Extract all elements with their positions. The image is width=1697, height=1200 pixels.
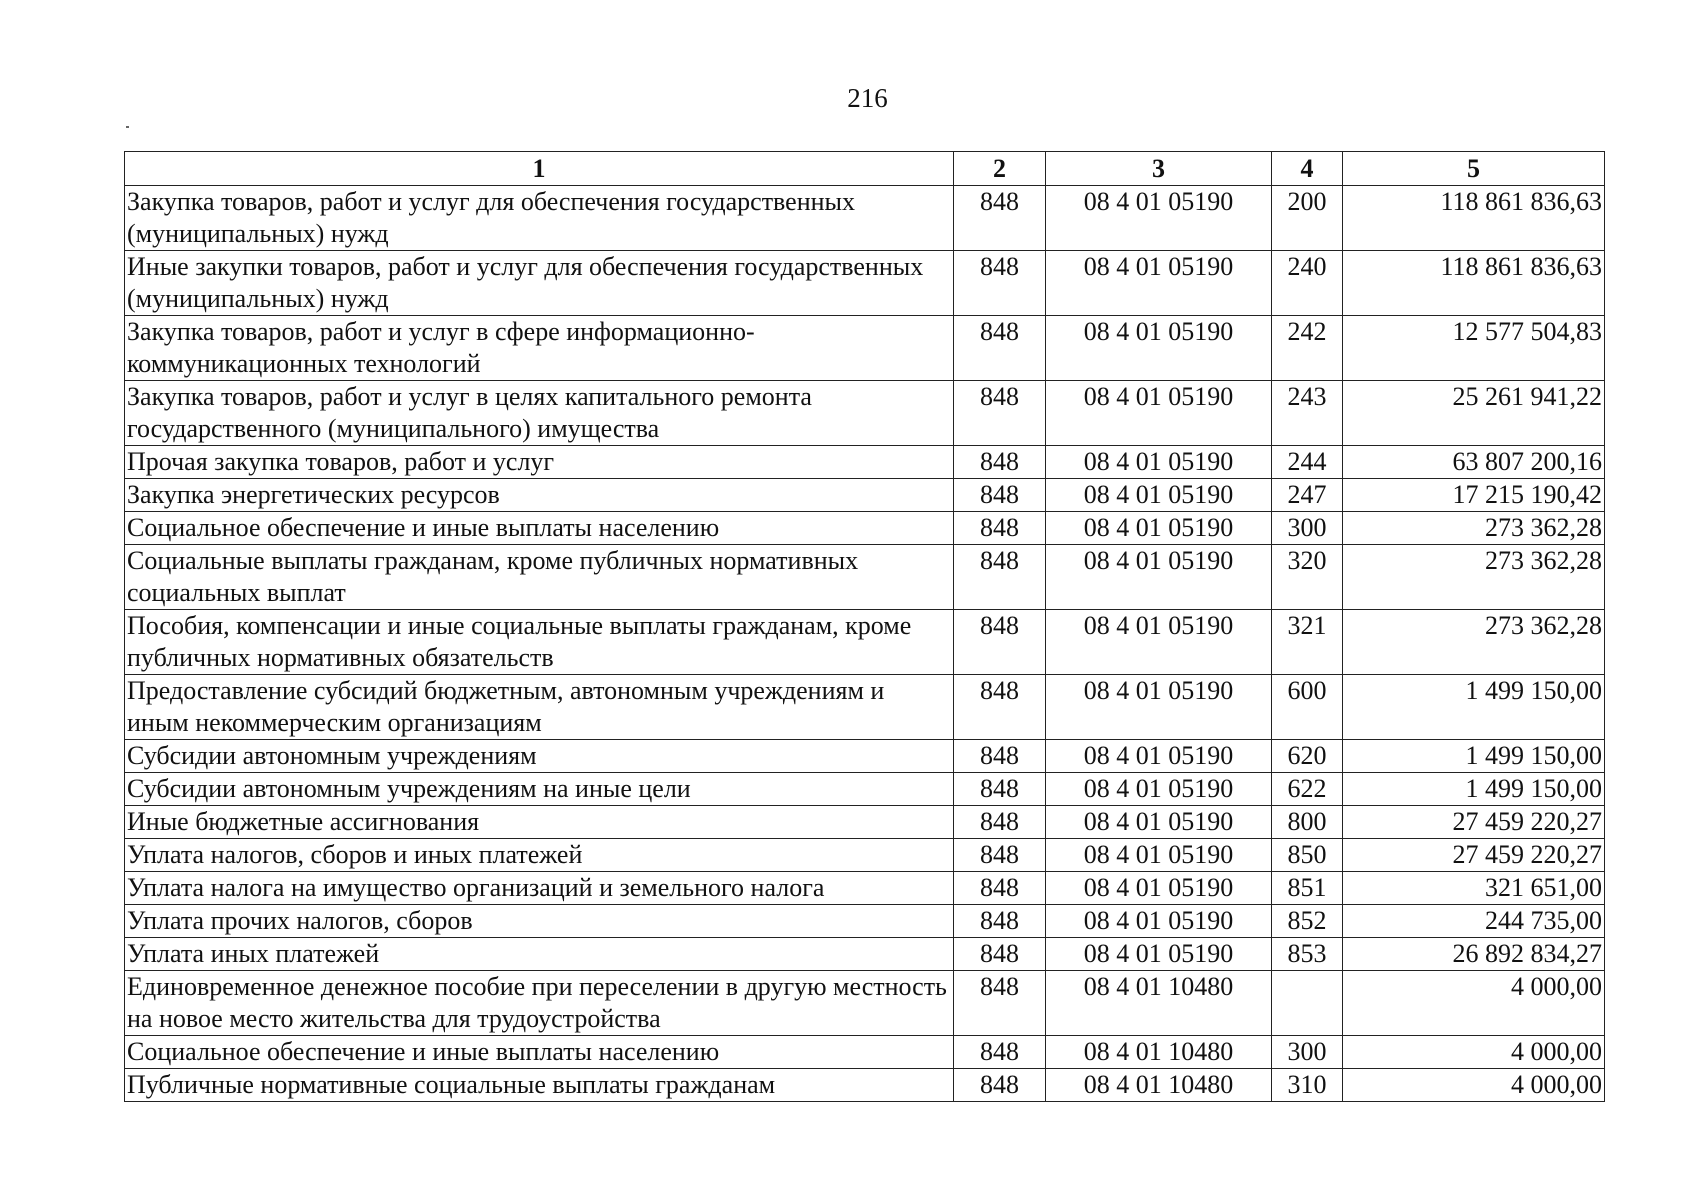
target-article-cell: 08 4 01 05190: [1046, 251, 1272, 316]
amount-cell: 1 499 150,00: [1343, 773, 1605, 806]
target-article-cell: 08 4 01 05190: [1046, 446, 1272, 479]
scan-speck: [126, 126, 129, 128]
target-article-cell: 08 4 01 10480: [1046, 971, 1272, 1036]
row-name-cell: Публичные нормативные социальные выплаты гражданам: [125, 1069, 954, 1102]
row-name-cell: Социальное обеспечение и иные выплаты населению: [125, 1036, 954, 1069]
expense-type-cell: 320: [1272, 545, 1343, 610]
row-name-cell: Закупка товаров, работ и услуг в сфере информационно-коммуникационных технологий: [125, 316, 954, 381]
row-name-cell: Субсидии автономным учреждениям на иные цели: [125, 773, 954, 806]
ministry-code-cell: 848: [954, 872, 1046, 905]
column-header-2: 2: [954, 152, 1046, 186]
amount-cell: 244 735,00: [1343, 905, 1605, 938]
row-name-cell: Социальные выплаты гражданам, кроме публичных нормативных социальных выплат: [125, 545, 954, 610]
expense-type-cell: 247: [1272, 479, 1343, 512]
amount-cell: 4 000,00: [1343, 971, 1605, 1036]
expense-type-cell: 300: [1272, 1036, 1343, 1069]
ministry-code-cell: 848: [954, 905, 1046, 938]
target-article-cell: 08 4 01 10480: [1046, 1036, 1272, 1069]
row-name-cell: Закупка товаров, работ и услуг в целях капитального ремонта государственного (муниципального) имущества: [125, 381, 954, 446]
table-row: [125, 545, 1605, 610]
table-row: [125, 316, 1605, 381]
amount-cell: 1 499 150,00: [1343, 675, 1605, 740]
amount-cell: 27 459 220,27: [1343, 806, 1605, 839]
expense-type-cell: 850: [1272, 839, 1343, 872]
amount-cell: 321 651,00: [1343, 872, 1605, 905]
ministry-code-cell: 848: [954, 610, 1046, 675]
target-article-cell: 08 4 01 05190: [1046, 186, 1272, 251]
expense-type-cell: 300: [1272, 512, 1343, 545]
target-article-cell: 08 4 01 05190: [1046, 806, 1272, 839]
target-article-cell: 08 4 01 05190: [1046, 740, 1272, 773]
ministry-code-cell: 848: [954, 316, 1046, 381]
amount-cell: 273 362,28: [1343, 610, 1605, 675]
amount-cell: 4 000,00: [1343, 1069, 1605, 1102]
row-name-cell: Уплата иных платежей: [125, 938, 954, 971]
table-header-row: [125, 152, 1605, 186]
expense-type-cell: 800: [1272, 806, 1343, 839]
ministry-code-cell: 848: [954, 938, 1046, 971]
table-row: [125, 872, 1605, 905]
row-name-cell: Уплата прочих налогов, сборов: [125, 905, 954, 938]
row-name-cell: Прочая закупка товаров, работ и услуг: [125, 446, 954, 479]
amount-cell: 118 861 836,63: [1343, 251, 1605, 316]
target-article-cell: 08 4 01 05190: [1046, 905, 1272, 938]
expense-type-cell: 244: [1272, 446, 1343, 479]
expense-type-cell: 310: [1272, 1069, 1343, 1102]
target-article-cell: 08 4 01 05190: [1046, 610, 1272, 675]
table-row: [125, 1036, 1605, 1069]
row-name-cell: Иные бюджетные ассигнования: [125, 806, 954, 839]
row-name-cell: Социальное обеспечение и иные выплаты населению: [125, 512, 954, 545]
amount-cell: 1 499 150,00: [1343, 740, 1605, 773]
table-row: [125, 971, 1605, 1036]
amount-cell: 26 892 834,27: [1343, 938, 1605, 971]
table-row: [125, 905, 1605, 938]
amount-cell: 12 577 504,83: [1343, 316, 1605, 381]
row-name-cell: Пособия, компенсации и иные социальные выплаты гражданам, кроме публичных нормативных обязательств: [125, 610, 954, 675]
table-row: [125, 806, 1605, 839]
ministry-code-cell: 848: [954, 545, 1046, 610]
budget-table: [124, 151, 1605, 1102]
column-header-5: 5: [1343, 152, 1605, 186]
target-article-cell: 08 4 01 05190: [1046, 839, 1272, 872]
amount-cell: 273 362,28: [1343, 545, 1605, 610]
row-name-cell: Предоставление субсидий бюджетным, автономным учреждениям и иным некоммерческим организациям: [125, 675, 954, 740]
expense-type-cell: 600: [1272, 675, 1343, 740]
expense-type-cell: 853: [1272, 938, 1343, 971]
ministry-code-cell: 848: [954, 512, 1046, 545]
page-number: 216: [847, 83, 888, 113]
target-article-cell: 08 4 01 05190: [1046, 773, 1272, 806]
ministry-code-cell: 848: [954, 806, 1046, 839]
table-row: [125, 512, 1605, 545]
table-row: [125, 479, 1605, 512]
table-body: [125, 186, 1605, 1102]
ministry-code-cell: 848: [954, 1036, 1046, 1069]
row-name-cell: Субсидии автономным учреждениям: [125, 740, 954, 773]
expense-type-cell: 200: [1272, 186, 1343, 251]
amount-cell: 27 459 220,27: [1343, 839, 1605, 872]
row-name-cell: Уплата налога на имущество организаций и земельного налога: [125, 872, 954, 905]
ministry-code-cell: 848: [954, 446, 1046, 479]
budget-table-container: [124, 151, 1604, 1102]
expense-type-cell: 620: [1272, 740, 1343, 773]
table-row: [125, 186, 1605, 251]
table-row: [125, 740, 1605, 773]
amount-cell: 118 861 836,63: [1343, 186, 1605, 251]
ministry-code-cell: 848: [954, 675, 1046, 740]
expense-type-cell: 321: [1272, 610, 1343, 675]
ministry-code-cell: 848: [954, 1069, 1046, 1102]
row-name-cell: Единовременное денежное пособие при переселении в другую местность на новое место жительства для трудоустройства: [125, 971, 954, 1036]
ministry-code-cell: 848: [954, 186, 1046, 251]
amount-cell: 63 807 200,16: [1343, 446, 1605, 479]
column-header-4: 4: [1272, 152, 1343, 186]
ministry-code-cell: 848: [954, 773, 1046, 806]
target-article-cell: 08 4 01 05190: [1046, 316, 1272, 381]
target-article-cell: 08 4 01 10480: [1046, 1069, 1272, 1102]
table-row: [125, 675, 1605, 740]
table-row: [125, 381, 1605, 446]
target-article-cell: 08 4 01 05190: [1046, 872, 1272, 905]
row-name-cell: Закупка товаров, работ и услуг для обеспечения государственных (муниципальных) нужд: [125, 186, 954, 251]
expense-type-cell: 243: [1272, 381, 1343, 446]
table-row: [125, 610, 1605, 675]
expense-type-cell: [1272, 971, 1343, 1036]
ministry-code-cell: 848: [954, 251, 1046, 316]
expense-type-cell: 622: [1272, 773, 1343, 806]
table-row: [125, 1069, 1605, 1102]
table-row: [125, 251, 1605, 316]
target-article-cell: 08 4 01 05190: [1046, 675, 1272, 740]
table-row: [125, 446, 1605, 479]
target-article-cell: 08 4 01 05190: [1046, 938, 1272, 971]
expense-type-cell: 851: [1272, 872, 1343, 905]
ministry-code-cell: 848: [954, 479, 1046, 512]
table-row: [125, 938, 1605, 971]
expense-type-cell: 852: [1272, 905, 1343, 938]
row-name-cell: Иные закупки товаров, работ и услуг для обеспечения государственных (муниципальных) нужд: [125, 251, 954, 316]
amount-cell: 4 000,00: [1343, 1036, 1605, 1069]
ministry-code-cell: 848: [954, 381, 1046, 446]
amount-cell: 25 261 941,22: [1343, 381, 1605, 446]
ministry-code-cell: 848: [954, 971, 1046, 1036]
table-row: [125, 773, 1605, 806]
column-header-1: 1: [125, 152, 954, 186]
expense-type-cell: 242: [1272, 316, 1343, 381]
target-article-cell: 08 4 01 05190: [1046, 479, 1272, 512]
target-article-cell: 08 4 01 05190: [1046, 512, 1272, 545]
ministry-code-cell: 848: [954, 740, 1046, 773]
target-article-cell: 08 4 01 05190: [1046, 381, 1272, 446]
amount-cell: 273 362,28: [1343, 512, 1605, 545]
expense-type-cell: 240: [1272, 251, 1343, 316]
amount-cell: 17 215 190,42: [1343, 479, 1605, 512]
ministry-code-cell: 848: [954, 839, 1046, 872]
column-header-3: 3: [1046, 152, 1272, 186]
table-row: [125, 839, 1605, 872]
row-name-cell: Уплата налогов, сборов и иных платежей: [125, 839, 954, 872]
target-article-cell: 08 4 01 05190: [1046, 545, 1272, 610]
row-name-cell: Закупка энергетических ресурсов: [125, 479, 954, 512]
